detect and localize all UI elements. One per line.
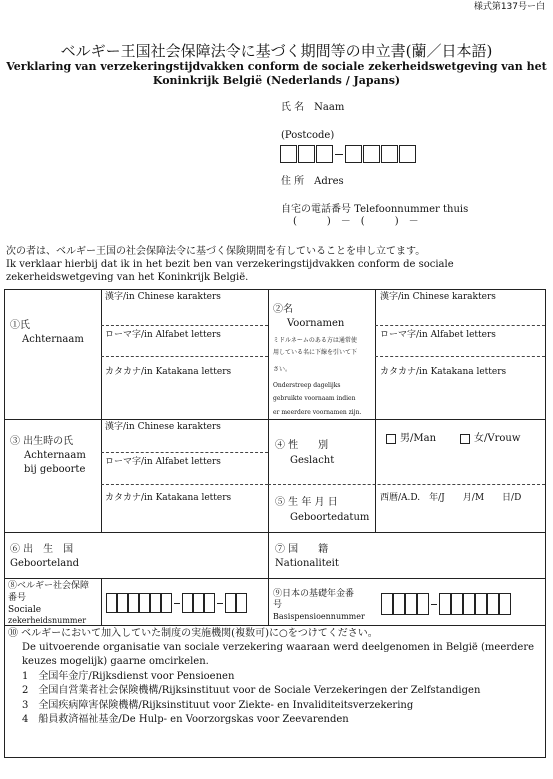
phone-label: 自宅の電話番号 Telefoonnummer thuis bbox=[281, 204, 469, 215]
institutions-header-nl2: keuzes mogelijk) gaarne omcirkelen. bbox=[22, 656, 209, 667]
jp-pension-boxes[interactable] bbox=[381, 593, 511, 615]
phone-format: ( ) － ( ) － bbox=[293, 216, 419, 227]
given-name-note-nl2: gebruikte voornaam indien bbox=[273, 395, 356, 402]
be-ssn-label-nl1: Sociale bbox=[8, 605, 42, 615]
institution-option-1[interactable]: 1 全国年金庁/Rijksdienst voor Pensioenen bbox=[22, 671, 235, 682]
institutions-header-jp: ⑩ ベルギーにおいて加入していた制度の実施機関(複数可)に○をつけてください。 bbox=[8, 628, 378, 639]
jp-pension-label-jp1: ⑨日本の基礎年金番 bbox=[273, 589, 355, 599]
sex-label-jp: ④ 性 別 bbox=[275, 440, 329, 451]
birth-surname-label-jp: ③ 出生時の氏 bbox=[10, 436, 74, 447]
given-name-note-jp1: ミドルネームのある方は通常使 bbox=[273, 337, 357, 344]
institution-option-2[interactable]: 2 全国自営業者社会保険機構/Rijksinstituut voor de Sociale Verzekeringen der Zelfstandigen bbox=[22, 685, 481, 696]
given-name-note-jp2: 用している名に下線を引いて下 bbox=[273, 349, 358, 356]
title-japanese: ベルギー王国社会保障法令に基づく期間等の申立書(蘭／日本語) bbox=[60, 42, 493, 60]
sex-label-nl: Geslacht bbox=[290, 455, 335, 466]
given-name-label-nl: Voornamen bbox=[287, 318, 345, 329]
be-ssn-boxes[interactable] bbox=[106, 593, 247, 613]
surname-label-nl: Achternaam bbox=[22, 334, 84, 345]
birth-katakana-label: カタカナ/in Katakana letters bbox=[105, 493, 232, 503]
birth-kanji-label: 漢字/in Chinese karakters bbox=[105, 422, 221, 432]
be-ssn-label-nl2: zekerheidsnummer bbox=[8, 616, 87, 625]
given-katakana-label: カタカナ/in Katakana letters bbox=[380, 367, 507, 377]
dob-format: 西暦/A.D. 年/J 月/M 日/D bbox=[380, 493, 522, 503]
dob-label-nl: Geboortedatum bbox=[290, 512, 370, 523]
birth-surname-label-nl1: Achternaam bbox=[24, 450, 86, 461]
given-romaji-label: ローマ字/in Alfabet letters bbox=[380, 330, 496, 340]
institution-option-3[interactable]: 3 全国疾病障害保険機構/Rijksinstituut voor Ziekte- en Invaliditeitsverzekering bbox=[22, 700, 414, 711]
declaration-japanese: 次の者は、ベルギー王国の社会保障法令に基づく保険期間を有していることを申し立てます。 bbox=[6, 246, 426, 257]
surname-katakana-label: カタカナ/in Katakana letters bbox=[105, 367, 232, 377]
declaration-dutch-line2: zekerheidswetgeving van het Koninkrijk België. bbox=[6, 272, 249, 283]
given-name-note-nl1: Onderstreep dagelijks bbox=[273, 382, 341, 389]
given-name-label-jp: ②名 bbox=[273, 304, 293, 315]
title-dutch-line1: Verklaring van verzekeringstijdvakken conform de sociale zekerheidswetgeving van het bbox=[6, 60, 547, 73]
surname-label-jp: ①氏 bbox=[10, 320, 30, 331]
birth-romaji-label: ローマ字/in Alfabet letters bbox=[105, 457, 221, 467]
sex-female-option[interactable] bbox=[460, 433, 520, 445]
given-name-note-nl3: er meerdere voornamen zijn. bbox=[273, 409, 362, 416]
female-label: 女/Vrouw bbox=[474, 433, 521, 444]
nationality-label-nl: Nationaliteit bbox=[275, 558, 339, 569]
sex-male-option[interactable] bbox=[386, 433, 436, 445]
institution-option-4[interactable]: 4 船員救済福祉基金/De Hulp- en Voorzorgskas voor Zeevarenden bbox=[22, 714, 349, 725]
birthplace-label-nl: Geboorteland bbox=[10, 558, 80, 569]
dob-label-jp: ⑤ 生 年 月 日 bbox=[275, 497, 338, 508]
male-label: 男/Man bbox=[400, 433, 437, 444]
postcode-label: (Postcode) bbox=[281, 130, 335, 141]
birth-surname-label-nl2: bij geboorte bbox=[24, 464, 86, 475]
given-kanji-label: 漢字/in Chinese karakters bbox=[380, 292, 496, 302]
jp-pension-label-nl1: Basispensioennummer bbox=[273, 612, 365, 621]
address-label: 住 所 Adres bbox=[281, 176, 344, 187]
be-ssn-label-jp1: ⑧ベルギー社会保障 bbox=[8, 581, 90, 591]
institutions-header-nl1: De uitvoerende organisatie van sociale verzekering waaraan werd deelgenomen in België (meerdere bbox=[22, 642, 535, 653]
nationality-label-jp: ⑦ 国 籍 bbox=[275, 544, 329, 555]
male-checkbox[interactable] bbox=[386, 434, 396, 444]
female-checkbox[interactable] bbox=[460, 434, 470, 444]
surname-romaji-label: ローマ字/in Alfabet letters bbox=[105, 330, 221, 340]
be-ssn-label-jp2: 番号 bbox=[8, 593, 27, 603]
declaration-dutch-line1: Ik verklaar hierbij dat ik in het bezit ben van verzekeringstijdvakken conform de sociale bbox=[6, 259, 454, 270]
jp-pension-label-jp2: 号 bbox=[273, 600, 283, 610]
postcode-boxes[interactable] bbox=[280, 145, 416, 163]
surname-kanji-label: 漢字/in Chinese karakters bbox=[105, 292, 221, 302]
form-number: 様式第137号ー白 bbox=[473, 2, 545, 12]
name-label: 氏 名 Naam bbox=[281, 102, 345, 113]
given-name-note-jp3: さい。 bbox=[273, 366, 292, 373]
title-dutch-line2: Koninkrijk België (Nederlands / Japans) bbox=[152, 74, 401, 87]
birthplace-label-jp: ⑥ 出 生 国 bbox=[10, 544, 74, 555]
